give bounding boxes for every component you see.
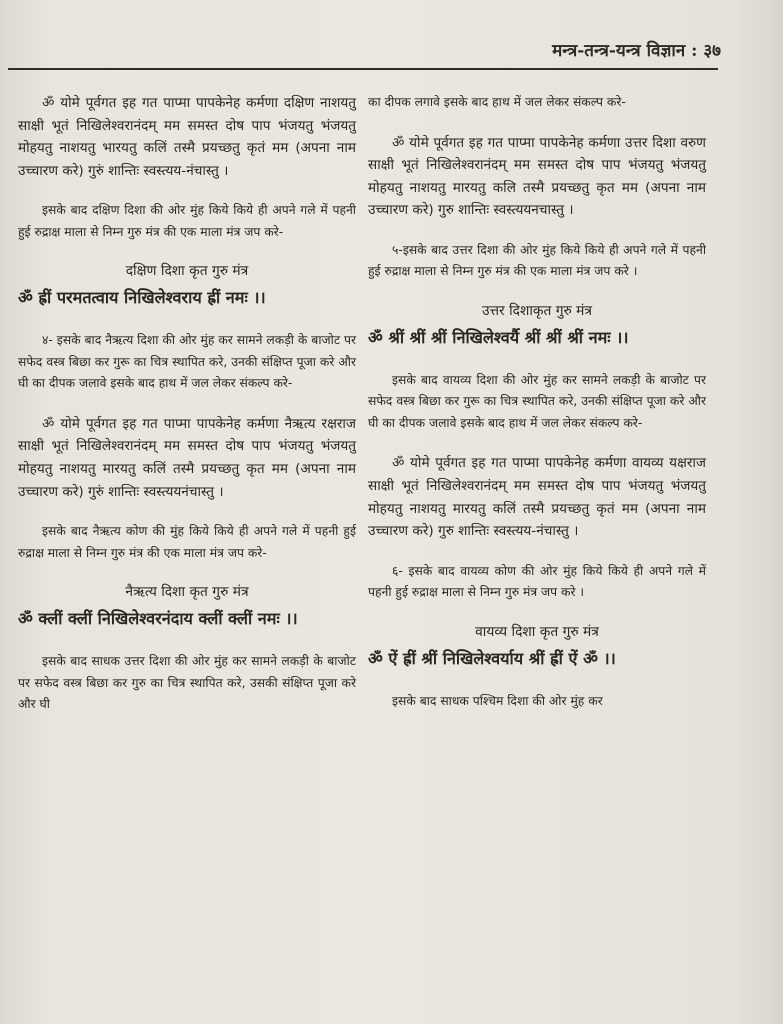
left-instruction-uttar: इसके बाद साधक उत्तर दिशा की ओर मुंह कर सामने लकड़ी के बाजोट पर सफेद वस्त्र बिछा कर गुरु का चित्र स्थापित करे, उसकी संक्षिप्त पूजा करे और घी	[18, 654, 356, 712]
right-sankalp-uttar: ॐ योमे पूर्वगत इह गत पाप्मा पापकेनेह कर्मणा उत्तर दिशा वरुण साक्षी भूतं निखिलेश्वरानंदम् मम समस्त दोष पाप भंजयतु भंजयतु मोहयतु नाशयतु मारयतु कलि तस्मै प्रयच्छतु कृत मम (अपना नाम उच्चारण करे) गुरु शान्तिः स्वस्त्ययनचास्तु ।	[368, 134, 706, 219]
left-mantra-nairitya: ॐ क्लीं क्लीं निखिलेश्वरनंदाय क्लीं क्लीं नमः ।।	[18, 609, 298, 629]
left-column	[18, 92, 356, 734]
left-instruction-dakshin-jap: इसके बाद दक्षिण दिशा की ओर मुंह किये किये ही अपने गले में पहनी हुई रुद्राक्ष माला से निम्न गुरु मंत्र की एक माला मंत्र जप करे-	[18, 203, 356, 239]
right-heading-uttar-mantra: उत्तर दिशाकृत गुरु मंत्र	[481, 302, 593, 319]
right-continuation: का दीपक लगावे इसके बाद हाथ में जल लेकर संकल्प करे-	[368, 95, 626, 109]
right-sankalp-vayavya: ॐ योमे पूर्वगत इह गत पाप्मा पापकेनेह कर्मणा वायव्य यक्षराज साक्षी भूतं निखिलेश्वरानंदम् मम समस्त दोष पाप भंजयतु भंजयतु मोहयतु नाशयतु मारयतु कलिं तस्मै प्रयच्छतु कृतं मम (अपना नाम उच्चारण करे) गुरु शान्तिः स्वस्त्यय-नंचास्तु ।	[368, 455, 706, 540]
left-mantra-dakshin: ॐ ह्रीं परमतत्वाय निखिलेश्वराय ह्रीं नमः ।।	[18, 288, 266, 308]
left-sankalp-nairitya: ॐ योमे पूर्वगत इह गत पाप्मा पापकेनेह कर्मणा नैऋत्य रक्षराज साक्षी भूतं निखिलेश्वरानंदम् मम समस्त दोष पाप भंजयतु भंजयतु मोहयतु नाशयतु मारयतु कलिं तस्मै प्रयच्छतु कृत मम (अपना नाम उच्चारण करे) गुरुं शान्तिः स्वस्त्ययनंचास्तु ।	[18, 415, 356, 500]
page-header: मन्त्र-तन्त्र-यन्त्र विज्ञान : ३७	[552, 41, 721, 61]
right-instruction-uttar-jap: ५-इसके बाद उत्तर दिशा की ओर मुंह किये किये ही अपने गले में पहनी हुई रुद्राक्ष माला से निम्न गुरु मंत्र की एक माला मंत्र जप करे ।	[368, 242, 706, 279]
header-rule	[8, 68, 718, 70]
right-heading-vayavya-mantra: वायव्य दिशा कृत गुरु मंत्र	[475, 623, 599, 640]
right-column	[368, 92, 706, 730]
left-heading-dakshin-mantra: दक्षिण दिशा कृत गुरु मंत्र	[125, 263, 249, 280]
right-mantra-vayavya: ॐ ऐं ह्रीं श्रीं निखिलेश्वर्याय श्रीं ह्रीं ऐं ॐ ।।	[368, 648, 616, 668]
right-instruction-vayavya-jap: ६- इसके बाद वायव्य कोण की ओर मुंह किये किये ही अपने गले में पहनी हुई रुद्राक्ष माला से निम्न गुरु मंत्र जप करे ।	[368, 563, 706, 600]
left-sankalp-dakshin: ॐ योमे पूर्वगत इह गत पाप्मा पापकेनेह कर्मणा दक्षिण नाशयतु साक्षी भूतं निखिलेश्वरानंदम् मम समस्त दोष पाप भंजयतु भंजयतु मोहयतु नाशयतु भारयतु कलिं तस्मै प्रयच्छतु कृतं मम (अपना नाम उच्चारण करे) गुरुं शान्तिः स्वस्त्यय-नंचास्तु ।	[18, 95, 356, 179]
left-heading-nairitya-mantra: नैऋत्य दिशा कृत गुरु मंत्र	[125, 584, 249, 601]
left-instruction-nairitya-jap: इसके बाद नैऋत्य कोण की मुंह किये किये ही अपने गले में पहनी हुई रुद्राक्ष माला से निम्न गुरु मंत्र की एक माला मंत्र जप करे-	[18, 524, 356, 560]
right-instruction-vayavya: इसके बाद वायव्य दिशा की ओर मुंह कर सामने लकड़ी के बाजोट पर सफेद वस्त्र बिछा कर गुरू का चित्र स्थापित करे, उनकी संक्षिप्त पूजा करे और घी का दीपक जलावे इसके बाद हाथ में जल लेकर संकल्प करे-	[368, 372, 706, 430]
right-instruction-pashchim: इसके बाद साधक पश्चिम दिशा की ओर मुंह कर	[392, 693, 603, 708]
right-mantra-uttar: ॐ श्रीं श्रीं श्रीं निखिलेश्वर्यै श्रीं श्रीं श्रीं नमः ।।	[368, 327, 629, 347]
left-instruction-nairitya: ४- इसके बाद नैऋत्य दिशा की ओर मुंह कर सामने लकड़ी के बाजोट पर सफेद वस्त्र बिछा कर गुरू का चित्र स्थापित करे, उनकी संक्षिप्त पूजा करे और घी का दीपक जलावे इसके बाद हाथ में जल लेकर संकल्प करे-	[18, 333, 356, 391]
